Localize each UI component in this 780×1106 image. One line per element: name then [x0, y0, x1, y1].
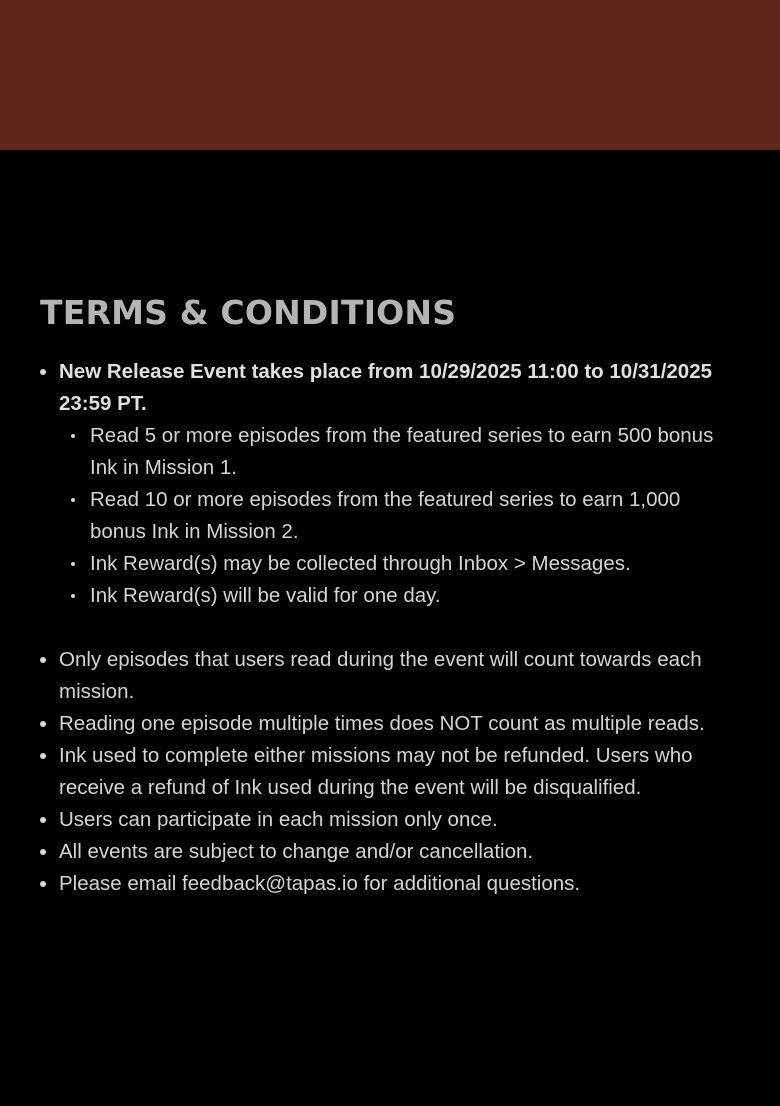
- terms-sublist: [59, 420, 740, 644]
- terms-subitem: Ink Reward(s) may be collected through Inbox > Messages.: [71, 548, 740, 580]
- event-period-text: New Release Event takes place from 10/29/2025 11:00 to 10/31/2025 23:59 PT.: [59, 360, 712, 415]
- terms-item: Reading one episode multiple times does NOT count as multiple reads.: [40, 708, 740, 740]
- terms-item: All events are subject to change and/or cancellation.: [40, 836, 740, 868]
- terms-item-event-period: [40, 356, 740, 644]
- terms-subitem: Read 5 or more episodes from the featured series to earn 500 bonus Ink in Mission 1.: [71, 420, 740, 484]
- terms-section: [40, 290, 740, 900]
- terms-subitem: Ink Reward(s) will be valid for one day.: [71, 580, 740, 612]
- terms-list: [40, 356, 740, 900]
- terms-title: TERMS & CONDITIONS: [40, 293, 457, 332]
- terms-item: Users can participate in each mission only once.: [40, 804, 740, 836]
- event-banner: [0, 0, 780, 150]
- terms-subitem: Read 10 or more episodes from the featured series to earn 1,000 bonus Ink in Mission 2.: [71, 484, 740, 548]
- terms-item: Please email feedback@tapas.io for additional questions.: [40, 868, 740, 900]
- terms-item: Ink used to complete either missions may not be refunded. Users who receive a refund of Ink used during the event will be disqualified.: [40, 740, 740, 804]
- terms-item: Only episodes that users read during the event will count towards each mission.: [40, 644, 740, 708]
